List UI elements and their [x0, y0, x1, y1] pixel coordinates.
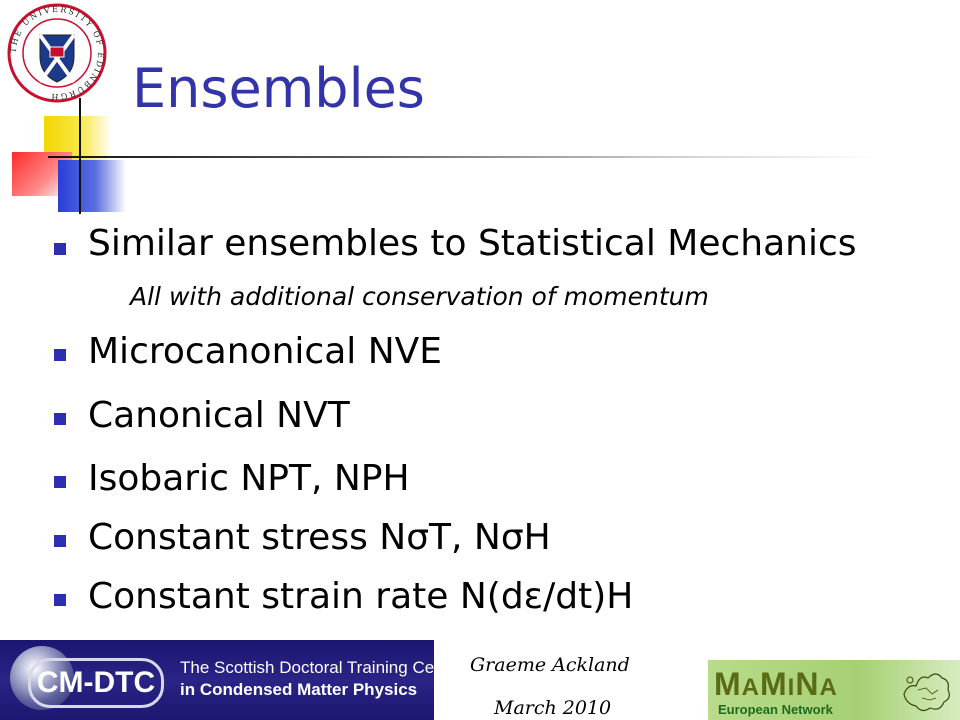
bullet-text: Constant strain rate N(dε/dt)H [88, 576, 634, 617]
bullet-text: Constant stress NσT, NσH [88, 517, 551, 558]
author-name: Graeme Ackland [470, 654, 630, 676]
sub-bullet-text: All with additional conservation of momentum [130, 282, 709, 311]
bullet-marker [54, 594, 66, 606]
cmdtc-line2: in Condensed Matter Physics [180, 680, 418, 699]
cmdtc-logo-text: CM-DTC [28, 658, 164, 708]
presentation-date: March 2010 [494, 697, 612, 719]
svg-text:THE UNIVERSITY OF EDINBURGH: THE UNIVERSITY OF EDINBURGH [8, 4, 106, 102]
bullet-text: Isobaric NPT, NPH [88, 458, 410, 499]
slide-title: Ensembles [132, 57, 425, 120]
title-underline [48, 156, 878, 158]
bullet-marker [54, 413, 66, 425]
bullet-marker [54, 349, 66, 361]
bullet-text: Canonical NVT [88, 395, 350, 436]
bullet-marker [54, 243, 66, 255]
bullet-marker [54, 476, 66, 488]
bullet-text: Similar ensembles to Statistical Mechanics [88, 223, 857, 264]
cmdtc-line1: The Scottish Doctoral Training Centre [180, 658, 464, 677]
bullet-marker [54, 535, 66, 547]
bullet-text: Microcanonical NVE [88, 331, 443, 372]
mamina-logo-text: MAMINA [714, 666, 838, 702]
mamina-subtitle: European Network [718, 702, 833, 717]
mamina-logo [708, 660, 960, 720]
decor-blue-square [58, 160, 126, 212]
cmdtc-banner [0, 640, 464, 720]
europe-map-icon [896, 664, 956, 718]
university-seal-logo [4, 2, 110, 104]
